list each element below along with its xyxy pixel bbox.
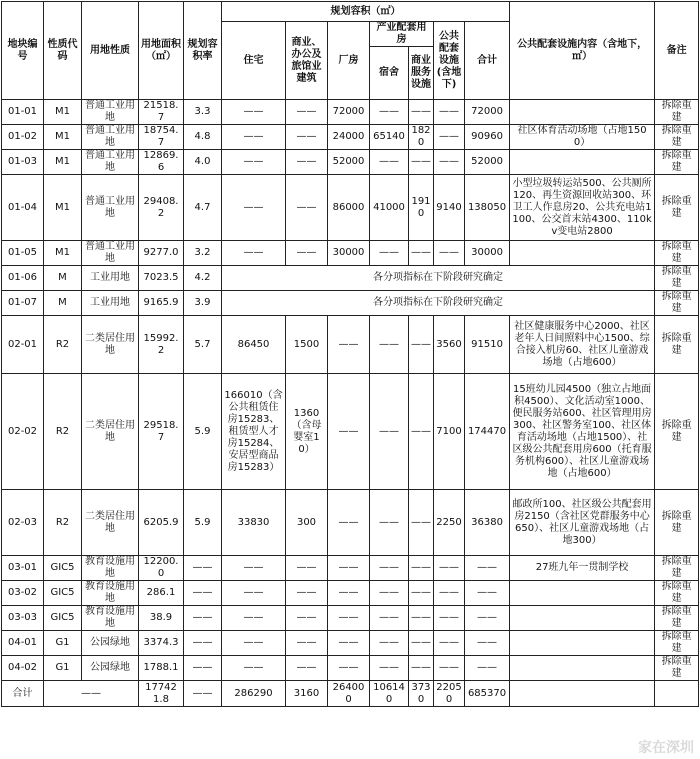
cell-remark: 拆除重建 [655,606,699,631]
total-label: 合计 [2,681,44,707]
header-dorm: 宿舍 [370,47,409,100]
cell-land-code: GIC5 [44,556,82,581]
total-public-content [510,681,655,707]
cell-factory: 72000 [328,100,370,125]
cell-public-fac: 2250 [434,490,465,556]
cell-dorm: —— [370,556,409,581]
cell-factory: —— [328,631,370,656]
cell-dorm: —— [370,150,409,175]
table-row [2,316,699,374]
cell-far: 4.2 [184,266,222,291]
cell-residential: —— [222,125,286,150]
cell-land-use: 普通工业用地 [82,150,139,175]
cell-factory: —— [328,656,370,681]
cell-remark: 拆除重建 [655,241,699,266]
cell-business-service: —— [409,490,434,556]
cell-area: 6205.9 [139,490,184,556]
cell-remark: 拆除重建 [655,150,699,175]
total-row [2,681,699,707]
cell-public-fac: —— [434,100,465,125]
cell-far: 5.9 [184,490,222,556]
cell-total: 30000 [465,241,510,266]
cell-area: 29408.2 [139,175,184,241]
cell-total: —— [465,581,510,606]
cell-land-use: 教育设施用地 [82,581,139,606]
cell-public-content: 社区体育活动场地（占地1500） [510,125,655,150]
cell-commercial: —— [286,150,328,175]
header-commercial: 商业、办公及旅馆业建筑 [286,22,328,100]
header-factory: 厂房 [328,22,370,100]
cell-remark: 拆除重建 [655,125,699,150]
cell-land-code: M1 [44,175,82,241]
cell-public-content: 社区健康服务中心2000、社区老年人日间照料中心1500、综合接入机房60、社区儿童游戏场地（占地600） [510,316,655,374]
cell-land-code: G1 [44,656,82,681]
cell-public-content: 邮政所100、社区级公共配套用房2150（含社区党群服务中心650）、社区儿童游戏场地（占地300） [510,490,655,556]
total-area: 177421.8 [139,681,184,707]
cell-area: 9277.0 [139,241,184,266]
cell-remark: 拆除重建 [655,631,699,656]
cell-far: —— [184,556,222,581]
land-plan-table [1,1,699,707]
cell-residential: —— [222,556,286,581]
cell-business-service: —— [409,581,434,606]
cell-residential: —— [222,100,286,125]
cell-public-fac: —— [434,606,465,631]
cell-public-content [510,606,655,631]
total-public-fac: 22050 [434,681,465,707]
total-remark [655,681,699,707]
cell-block-no: 02-03 [2,490,44,556]
cell-dorm: —— [370,241,409,266]
cell-far: —— [184,606,222,631]
header-land-code: 性质代码 [44,2,82,100]
cell-factory: —— [328,606,370,631]
cell-business-service: 1910 [409,175,434,241]
cell-area: 9165.9 [139,291,184,316]
header-public-content: 公共配套设施内容（含地下，㎡） [510,2,655,100]
cell-remark: 拆除重建 [655,316,699,374]
table-row [2,291,699,316]
cell-land-use: 公园绿地 [82,656,139,681]
cell-public-fac: —— [434,656,465,681]
cell-land-use: 二类居住用地 [82,490,139,556]
total-dorm: 106140 [370,681,409,707]
cell-area: 18754.7 [139,125,184,150]
total-factory: 264000 [328,681,370,707]
cell-dorm: 41000 [370,175,409,241]
cell-remark: 拆除重建 [655,490,699,556]
cell-dorm: —— [370,606,409,631]
table-row [2,241,699,266]
total-residential: 286290 [222,681,286,707]
cell-public-content [510,656,655,681]
cell-land-code: R2 [44,374,82,490]
header-industry-group: 产业配套用房 [370,22,434,47]
cell-business-service: —— [409,631,434,656]
cell-business-service: —— [409,241,434,266]
cell-dorm: —— [370,581,409,606]
cell-dorm: —— [370,631,409,656]
cell-commercial: —— [286,100,328,125]
total-code: —— [44,681,139,707]
cell-dorm: —— [370,316,409,374]
table-row [2,175,699,241]
header-total: 合计 [465,22,510,100]
cell-total: 52000 [465,150,510,175]
cell-area: 15992.2 [139,316,184,374]
header-block-no: 地块编号 [2,2,44,100]
cell-land-code: M1 [44,125,82,150]
cell-residential: —— [222,150,286,175]
cell-residential: 86450 [222,316,286,374]
cell-total: 138050 [465,175,510,241]
cell-block-no: 01-01 [2,100,44,125]
cell-dorm: —— [370,656,409,681]
total-far: —— [184,681,222,707]
cell-far: 4.8 [184,125,222,150]
cell-total: 36380 [465,490,510,556]
cell-land-code: M [44,291,82,316]
header-area: 用地面积（㎡） [139,2,184,100]
cell-public-content [510,241,655,266]
cell-commercial: —— [286,125,328,150]
cell-factory: —— [328,556,370,581]
cell-land-use: 普通工业用地 [82,125,139,150]
cell-block-no: 03-03 [2,606,44,631]
cell-land-code: GIC5 [44,581,82,606]
cell-factory: —— [328,374,370,490]
cell-total: —— [465,556,510,581]
cell-far: —— [184,631,222,656]
cell-land-code: G1 [44,631,82,656]
cell-far: 3.9 [184,291,222,316]
cell-public-fac: 3560 [434,316,465,374]
cell-business-service: —— [409,150,434,175]
cell-public-fac: —— [434,150,465,175]
table-row [2,266,699,291]
cell-public-fac: —— [434,556,465,581]
cell-commercial: —— [286,175,328,241]
cell-land-use: 公园绿地 [82,631,139,656]
cell-factory: 30000 [328,241,370,266]
cell-far: 4.7 [184,175,222,241]
cell-area: 286.1 [139,581,184,606]
cell-total: 91510 [465,316,510,374]
cell-block-no: 01-06 [2,266,44,291]
cell-remark: 拆除重建 [655,100,699,125]
cell-land-code: R2 [44,316,82,374]
header-remark: 备注 [655,2,699,100]
cell-business-service: —— [409,556,434,581]
cell-factory: 24000 [328,125,370,150]
cell-block-no: 01-05 [2,241,44,266]
table-row [2,125,699,150]
cell-land-use: 普通工业用地 [82,175,139,241]
cell-land-use: 工业用地 [82,291,139,316]
cell-land-use: 普通工业用地 [82,100,139,125]
cell-land-code: M1 [44,100,82,125]
cell-business-service: 1820 [409,125,434,150]
cell-land-code: GIC5 [44,606,82,631]
cell-block-no: 01-04 [2,175,44,241]
table-row [2,656,699,681]
cell-remark: 拆除重建 [655,175,699,241]
cell-far: 3.2 [184,241,222,266]
cell-remark: 拆除重建 [655,581,699,606]
total-commercial: 3160 [286,681,328,707]
cell-merged-note: 各分项指标在下阶段研究确定 [222,266,655,291]
cell-dorm: 65140 [370,125,409,150]
cell-land-use: 工业用地 [82,266,139,291]
cell-factory: 52000 [328,150,370,175]
cell-remark: 拆除重建 [655,556,699,581]
cell-total: —— [465,606,510,631]
cell-commercial: 1500 [286,316,328,374]
header-capacity-group: 规划容积（㎡） [222,2,510,22]
cell-public-content: 小型垃圾转运站500、公共厕所120、再生资源回收站300、环卫工人作息房20、公共充电站1100、公交首末站4300、110kv变电站2800 [510,175,655,241]
table-row [2,150,699,175]
cell-residential: —— [222,241,286,266]
cell-business-service: —— [409,606,434,631]
cell-commercial: —— [286,241,328,266]
cell-area: 12200.0 [139,556,184,581]
cell-area: 1788.1 [139,656,184,681]
table-row [2,631,699,656]
cell-block-no: 03-02 [2,581,44,606]
cell-commercial: 300 [286,490,328,556]
cell-remark: 拆除重建 [655,656,699,681]
cell-public-fac: 9140 [434,175,465,241]
cell-land-use: 教育设施用地 [82,606,139,631]
cell-far: 3.3 [184,100,222,125]
cell-remark: 拆除重建 [655,374,699,490]
cell-remark: 拆除重建 [655,291,699,316]
cell-commercial: 1360（含母婴室10） [286,374,328,490]
cell-residential: 166010（含公共租赁住房15283、租赁型人才房15284、安居型商品房15283） [222,374,286,490]
cell-commercial: —— [286,581,328,606]
header-public-fac: 公共配套设施(含地下) [434,22,465,100]
cell-area: 29518.7 [139,374,184,490]
header-far: 规划容积率 [184,2,222,100]
cell-area: 3374.3 [139,631,184,656]
header-land-use: 用地性质 [82,2,139,100]
cell-business-service: —— [409,316,434,374]
table-row [2,556,699,581]
cell-total: 72000 [465,100,510,125]
cell-factory: —— [328,490,370,556]
cell-residential: —— [222,175,286,241]
cell-commercial: —— [286,606,328,631]
cell-remark: 拆除重建 [655,266,699,291]
table-row [2,490,699,556]
cell-far: —— [184,581,222,606]
cell-far: 5.7 [184,316,222,374]
cell-business-service: —— [409,656,434,681]
cell-factory: —— [328,316,370,374]
cell-public-content [510,150,655,175]
cell-land-code: M1 [44,150,82,175]
cell-land-code: M1 [44,241,82,266]
cell-dorm: —— [370,490,409,556]
cell-dorm: —— [370,100,409,125]
cell-public-fac: —— [434,631,465,656]
cell-block-no: 03-01 [2,556,44,581]
cell-area: 7023.5 [139,266,184,291]
cell-public-content: 15班幼儿园4500（独立占地面积4500）、文化活动室1000、便民服务站600、社区管理用房300、社区警务室100、社区体育活动场地（占地1500）、社区级公共配套用房600（托育服务机构600）、社区儿童游戏场地（占地600） [510,374,655,490]
cell-block-no: 01-02 [2,125,44,150]
cell-area: 21518.7 [139,100,184,125]
table-row [2,581,699,606]
cell-business-service: —— [409,374,434,490]
cell-commercial: —— [286,556,328,581]
cell-public-content: 27班九年一贯制学校 [510,556,655,581]
cell-area: 12869.6 [139,150,184,175]
cell-commercial: —— [286,631,328,656]
total-business-service: 3730 [409,681,434,707]
cell-land-code: M [44,266,82,291]
cell-land-use: 二类居住用地 [82,316,139,374]
cell-residential: —— [222,606,286,631]
cell-factory: —— [328,581,370,606]
cell-residential: —— [222,631,286,656]
cell-block-no: 02-02 [2,374,44,490]
cell-residential: —— [222,656,286,681]
cell-far: 5.9 [184,374,222,490]
cell-merged-note: 各分项指标在下阶段研究确定 [222,291,655,316]
cell-land-use: 教育设施用地 [82,556,139,581]
cell-land-use: 普通工业用地 [82,241,139,266]
cell-factory: 86000 [328,175,370,241]
cell-business-service: —— [409,100,434,125]
cell-block-no: 02-01 [2,316,44,374]
cell-public-content [510,581,655,606]
cell-public-fac: 7100 [434,374,465,490]
table-row [2,606,699,631]
cell-residential: —— [222,581,286,606]
cell-block-no: 04-02 [2,656,44,681]
cell-total: 90960 [465,125,510,150]
cell-public-fac: —— [434,125,465,150]
cell-block-no: 01-07 [2,291,44,316]
cell-public-fac: —— [434,241,465,266]
cell-area: 38.9 [139,606,184,631]
cell-far: —— [184,656,222,681]
cell-block-no: 04-01 [2,631,44,656]
cell-commercial: —— [286,656,328,681]
table-row [2,374,699,490]
table-row [2,100,699,125]
cell-residential: 33830 [222,490,286,556]
cell-total: 174470 [465,374,510,490]
cell-far: 4.0 [184,150,222,175]
cell-block-no: 01-03 [2,150,44,175]
cell-total: —— [465,631,510,656]
watermark: 家在深圳 [638,740,694,756]
cell-land-code: R2 [44,490,82,556]
total-total: 685370 [465,681,510,707]
cell-public-content [510,631,655,656]
header-residential: 住宅 [222,22,286,100]
cell-total: —— [465,656,510,681]
cell-dorm: —— [370,374,409,490]
cell-public-content [510,100,655,125]
header-business-service: 商业服务设施 [409,47,434,100]
cell-land-use: 二类居住用地 [82,374,139,490]
cell-public-fac: —— [434,581,465,606]
